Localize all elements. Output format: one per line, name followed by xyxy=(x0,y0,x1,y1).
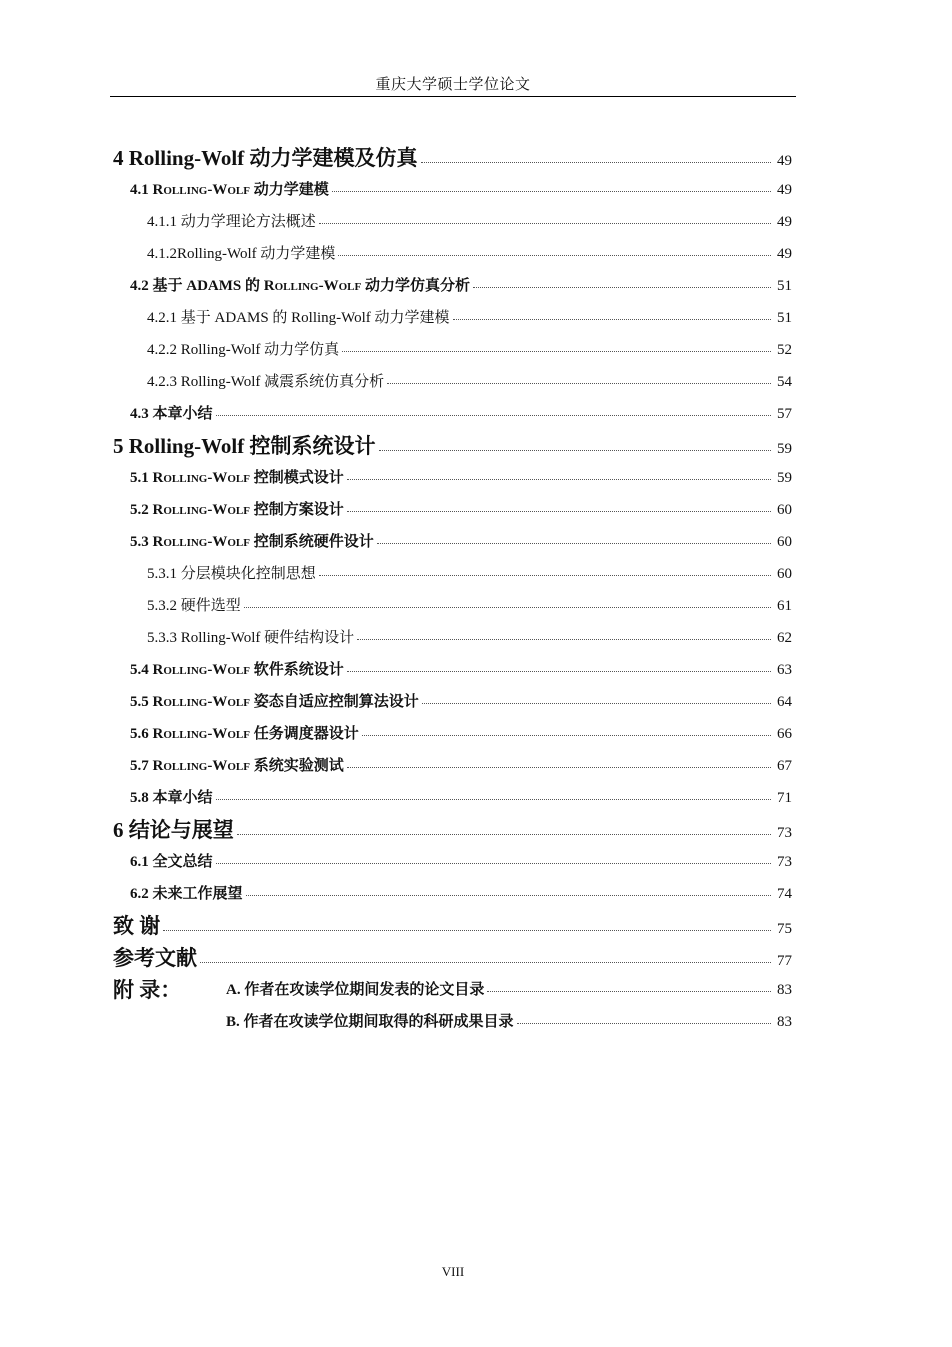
toc-page-number: 64 xyxy=(777,694,792,710)
dot-leader xyxy=(163,930,771,931)
toc-page-number: 49 xyxy=(777,153,792,169)
toc-page-number: 59 xyxy=(777,470,792,486)
dot-leader xyxy=(379,450,771,451)
section-number: 4.1 xyxy=(130,182,149,198)
section-title-text: 本章小结 xyxy=(152,406,213,422)
toc-entry-sub[interactable] xyxy=(147,242,792,263)
section-number: 6.2 xyxy=(130,886,149,902)
toc-entry-title xyxy=(130,850,213,871)
toc-page-number: 63 xyxy=(777,662,792,678)
toc-entry-sub[interactable] xyxy=(147,370,792,391)
dot-leader xyxy=(216,863,771,864)
toc-entry-section[interactable] xyxy=(130,850,792,871)
section-title-text: 系统实验测试 xyxy=(253,758,344,774)
section-title-text: 本章小结 xyxy=(152,790,213,806)
section-prefix: 基于 ADAMS 的 xyxy=(152,278,260,294)
dot-leader xyxy=(319,223,771,224)
section-number: 5.7 xyxy=(130,758,149,774)
toc-page-number: 74 xyxy=(777,886,792,902)
dot-leader xyxy=(421,162,771,163)
toc-entry-title: 4.2.2 Rolling-Wolf 动力学仿真 xyxy=(147,342,340,358)
dot-leader xyxy=(244,607,771,608)
toc-page-number: 51 xyxy=(777,278,792,294)
toc-entry-title: 4.1.1 动力学理论方法概述 xyxy=(147,214,316,230)
small-caps-text: Rolling-Wolf xyxy=(152,182,250,198)
appendix-entry-title: A. 作者在攻读学位期间发表的论文目录 xyxy=(226,982,485,998)
toc-entry-chapter[interactable] xyxy=(113,910,792,940)
dot-leader xyxy=(237,834,771,835)
toc-entry-title: 5 Rolling-Wolf 控制系统设计 xyxy=(113,434,376,458)
toc-page-number: 71 xyxy=(777,790,792,806)
section-number: 5.8 xyxy=(130,790,149,806)
toc-page-number: 73 xyxy=(777,854,792,870)
dot-leader xyxy=(487,991,771,992)
toc-entry-title xyxy=(130,882,243,903)
toc-entry-section[interactable] xyxy=(130,882,792,903)
section-title-text: 软件系统设计 xyxy=(253,662,344,678)
section-number: 5.5 xyxy=(130,694,149,710)
section-number: 5.6 xyxy=(130,726,149,742)
dot-leader xyxy=(246,895,771,896)
dot-leader xyxy=(319,575,771,576)
toc-entry-section[interactable] xyxy=(130,466,792,487)
toc-entry-section[interactable] xyxy=(130,658,792,679)
toc-page-number: 59 xyxy=(777,441,792,457)
toc-page-number: 49 xyxy=(777,246,792,262)
dot-leader xyxy=(347,511,771,512)
toc-entry-title xyxy=(130,786,213,807)
toc-entry-section[interactable] xyxy=(130,530,792,551)
toc-entry-title xyxy=(130,178,329,199)
toc-page-number: 49 xyxy=(777,182,792,198)
section-title-text: 动力学建模 xyxy=(253,182,329,198)
toc-entry-title: 6 结论与展望 xyxy=(113,818,234,842)
small-caps-text: Rolling-Wolf xyxy=(152,502,250,518)
small-caps-text: Rolling-Wolf xyxy=(152,758,250,774)
toc-entry-section[interactable] xyxy=(130,402,792,423)
dot-leader xyxy=(338,255,771,256)
section-number: 5.2 xyxy=(130,502,149,518)
dot-leader xyxy=(517,1023,771,1024)
toc-page-number: 61 xyxy=(777,598,792,614)
section-title-text: 控制系统硬件设计 xyxy=(253,534,374,550)
toc-entry-title: 4.2.3 Rolling-Wolf 减震系统仿真分析 xyxy=(147,374,385,390)
toc-entry-title: 4 Rolling-Wolf 动力学建模及仿真 xyxy=(113,146,418,170)
toc-entry-sub[interactable] xyxy=(147,562,792,583)
toc-entry-title xyxy=(130,274,470,295)
dot-leader xyxy=(362,735,771,736)
dot-leader xyxy=(347,671,771,672)
section-title-text: 控制模式设计 xyxy=(253,470,344,486)
toc-entry-title xyxy=(130,498,344,519)
toc-entry-section[interactable] xyxy=(130,498,792,519)
toc-entry-chapter[interactable] xyxy=(113,430,792,460)
toc-entry-title xyxy=(130,722,359,743)
appendix-entry-title: B. 作者在攻读学位期间取得的科研成果目录 xyxy=(226,1014,514,1030)
toc-entry-section[interactable] xyxy=(130,690,792,711)
toc-page-number: 83 xyxy=(777,982,792,998)
section-number: 4.3 xyxy=(130,406,149,422)
toc-entry-section[interactable] xyxy=(130,754,792,775)
toc-page-number: 83 xyxy=(777,1014,792,1030)
section-title-text: 全文总结 xyxy=(152,854,213,870)
dot-leader xyxy=(357,639,771,640)
toc-entry-title: 4.2.1 基于 ADAMS 的 Rolling-Wolf 动力学建模 xyxy=(147,310,450,326)
toc-page-number: 62 xyxy=(777,630,792,646)
toc-page-number: 77 xyxy=(777,953,792,969)
toc-page-number: 52 xyxy=(777,342,792,358)
toc-page-number: 66 xyxy=(777,726,792,742)
appendix-entry[interactable] xyxy=(226,1010,792,1031)
dot-leader xyxy=(422,703,771,704)
section-title-text: 控制方案设计 xyxy=(253,502,344,518)
toc-entry-title: 5.3.2 硬件选型 xyxy=(147,598,241,614)
section-title-text: 未来工作展望 xyxy=(152,886,243,902)
toc-entry-title xyxy=(130,530,374,551)
dot-leader xyxy=(387,383,771,384)
section-number: 5.4 xyxy=(130,662,149,678)
dot-leader xyxy=(332,191,771,192)
toc-entry-section[interactable] xyxy=(130,178,792,199)
dot-leader xyxy=(453,319,771,320)
toc-page-number: 67 xyxy=(777,758,792,774)
toc-page-number: 51 xyxy=(777,310,792,326)
toc-entry-section[interactable] xyxy=(130,274,792,295)
dot-leader xyxy=(347,767,771,768)
small-caps-text: Rolling-Wolf xyxy=(152,470,250,486)
toc-page-number: 60 xyxy=(777,534,792,550)
toc-entry-title: 5.3.3 Rolling-Wolf 硬件结构设计 xyxy=(147,630,355,646)
toc-page-number: 73 xyxy=(777,825,792,841)
toc-entry-title: 4.1.2Rolling-Wolf 动力学建模 xyxy=(147,246,336,262)
toc-entry-title: 致 谢 xyxy=(113,914,161,938)
toc-entry-sub[interactable] xyxy=(147,338,792,359)
toc-entry-title xyxy=(130,690,419,711)
small-caps-text: Rolling-Wolf xyxy=(152,726,250,742)
section-title-text: 任务调度器设计 xyxy=(253,726,359,742)
toc-page-number: 60 xyxy=(777,566,792,582)
toc-page-number: 57 xyxy=(777,406,792,422)
small-caps-text: Rolling-Wolf xyxy=(152,694,250,710)
toc-page-number: 60 xyxy=(777,502,792,518)
dot-leader xyxy=(216,415,771,416)
section-title-text: 动力学仿真分析 xyxy=(364,278,470,294)
section-number: 4.2 xyxy=(130,278,149,294)
toc-page-number: 49 xyxy=(777,214,792,230)
section-number: 6.1 xyxy=(130,854,149,870)
toc-entry-section[interactable] xyxy=(130,786,792,807)
dot-leader xyxy=(377,543,771,544)
dot-leader xyxy=(473,287,771,288)
small-caps-text: Rolling-Wolf xyxy=(263,278,362,294)
toc-entry-chapter[interactable] xyxy=(113,942,792,972)
toc-entry-title xyxy=(130,658,344,679)
page-header-title: 重庆大学硕士学位论文 xyxy=(375,77,531,93)
toc-entry-sub[interactable] xyxy=(147,210,792,231)
toc-entry-title xyxy=(130,754,344,775)
small-caps-text: Rolling-Wolf xyxy=(152,662,250,678)
toc-entry-title: 5.3.1 分层模块化控制思想 xyxy=(147,566,316,582)
appendix-entry[interactable] xyxy=(226,978,792,999)
dot-leader xyxy=(200,962,771,963)
dot-leader xyxy=(347,479,771,480)
toc-entry-section[interactable] xyxy=(130,722,792,743)
toc-entry-chapter[interactable] xyxy=(113,814,792,844)
toc-entry-title xyxy=(130,402,213,423)
section-number: 5.1 xyxy=(130,470,149,486)
page-number: VIII xyxy=(441,1264,465,1279)
toc-entry-sub[interactable] xyxy=(147,594,792,615)
toc-entry-sub[interactable] xyxy=(147,626,792,647)
section-title-text: 姿态自适应控制算法设计 xyxy=(253,694,419,710)
dot-leader xyxy=(216,799,771,800)
toc-page-number: 54 xyxy=(777,374,792,390)
toc-entry-title xyxy=(130,466,344,487)
dot-leader xyxy=(342,351,771,352)
toc-entry-sub[interactable] xyxy=(147,306,792,327)
appendix-label: 附 录： xyxy=(113,978,182,1002)
toc-entry-title: 参考文献 xyxy=(113,946,197,970)
toc-page-number: 75 xyxy=(777,921,792,937)
toc-entry-chapter[interactable] xyxy=(113,142,792,172)
small-caps-text: Rolling-Wolf xyxy=(152,534,250,550)
section-number: 5.3 xyxy=(130,534,149,550)
